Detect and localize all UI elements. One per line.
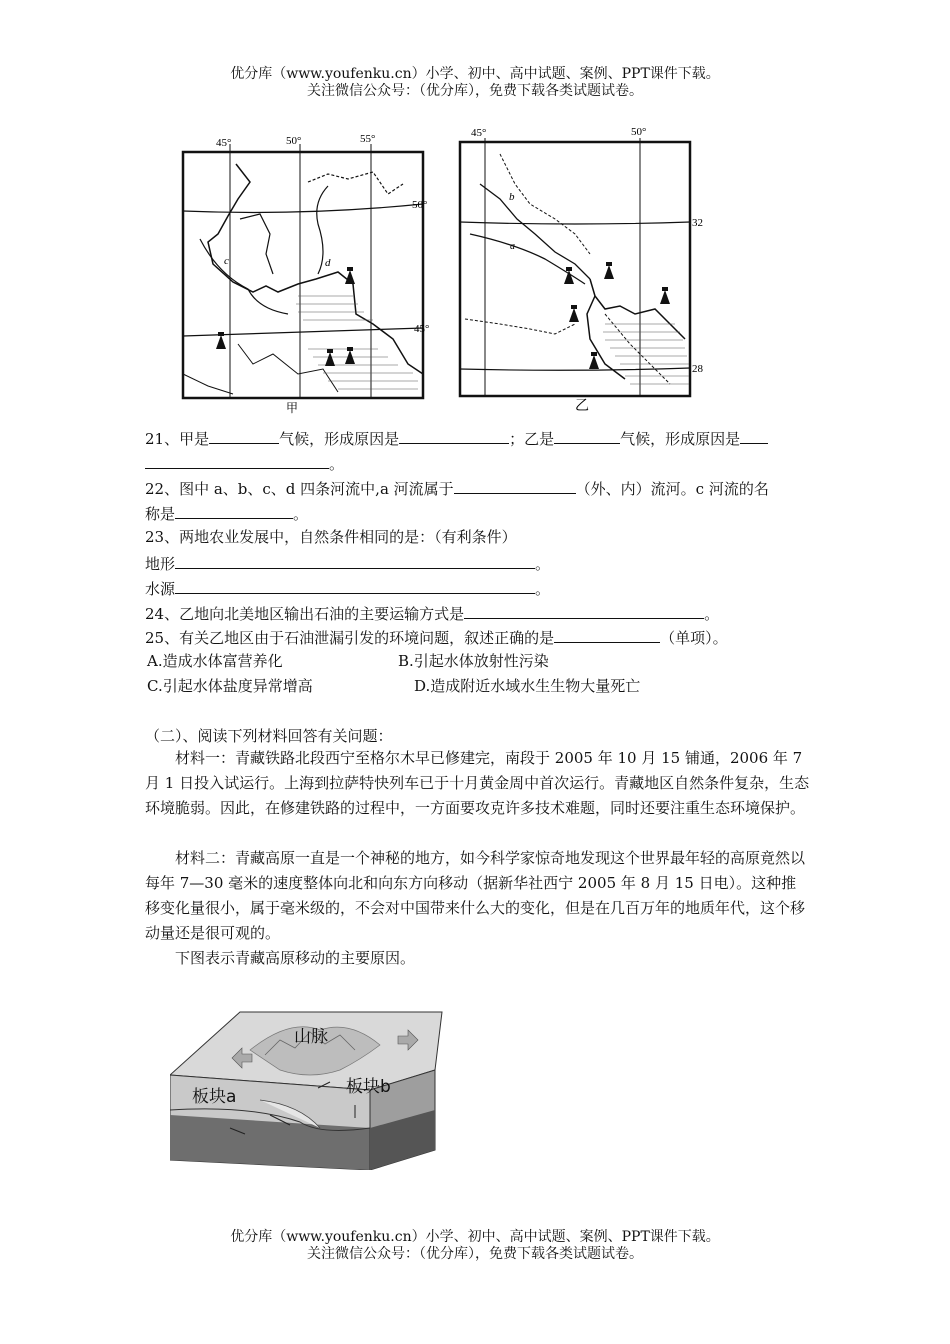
question-23: 23、两地农业发展中，自然条件相同的是：（有利条件）: [145, 528, 517, 546]
header-line-2: 关注微信公众号：（优分库），免费下载各类试题试卷。: [307, 83, 643, 99]
river-label-a: a: [510, 241, 515, 252]
river-label-b: b: [509, 191, 515, 203]
option-c[interactable]: C.引起水体盐度异常增高: [147, 677, 313, 695]
answer-blank[interactable]: [740, 428, 768, 444]
question-23-terrain: 地形 。: [145, 555, 551, 573]
answer-blank[interactable]: [399, 428, 509, 444]
mountain-label: 山脉: [294, 1027, 328, 1047]
plate-b-label: 板块b: [346, 1077, 391, 1097]
page-header: [0, 66, 950, 100]
section-2-title: （二）、阅读下列材料回答有关问题：: [145, 727, 393, 745]
plate-a-label: 板块a: [192, 1087, 237, 1107]
header-line-1: 优分库（www.youfenku.cn）小学、初中、高中试题、案例、PPT课件下载。: [230, 66, 720, 82]
answer-blank[interactable]: [464, 603, 704, 619]
yi-lon-label: 50°: [631, 126, 647, 138]
option-a[interactable]: A.造成水体富营养化: [147, 652, 283, 670]
jia-lat-label: 45°: [414, 323, 430, 335]
jia-lat-label: 50°: [412, 199, 428, 211]
river-label-d: d: [325, 257, 331, 269]
answer-blank[interactable]: [209, 428, 279, 444]
answer-blank[interactable]: [175, 553, 535, 569]
diagram-caption: 下图表示青藏高原移动的主要原因。: [175, 949, 416, 967]
answer-blank[interactable]: [145, 453, 329, 469]
question-21-cont: 。: [145, 453, 344, 473]
answer-blank[interactable]: [554, 428, 620, 444]
question-22-cont: 称是 。: [145, 505, 309, 523]
option-b[interactable]: B.引起水体放射性污染: [398, 652, 549, 670]
river-label-c: c: [224, 255, 229, 267]
answer-blank[interactable]: [454, 478, 576, 494]
question-24: 24、乙地向北美地区输出石油的主要运输方式是 。: [145, 605, 720, 623]
material-2: 材料二：青藏高原一直是一个神秘的地方，如今科学家惊奇地发现这个世界最年轻的高原竟然以每年 7—30 毫米的速度整体向北和向东方向移动（据新华社西宁 2005 年 8 月 15 日电）。这种推移变化量很小，属于毫米级的，不会对中国带来什么大的变化，但是在几百万年的地质年代，这个移动量还是很可观的。: [145, 849, 806, 942]
page-footer: [0, 1229, 950, 1263]
map-jia: [178, 124, 436, 414]
jia-lon-label: 55°: [360, 133, 376, 145]
answer-blank[interactable]: [175, 503, 293, 519]
footer-line-2: 关注微信公众号：（优分库），免费下载各类试题试卷。: [307, 1246, 643, 1262]
answer-blank[interactable]: [175, 578, 535, 594]
map-yi: [455, 124, 713, 414]
material-1: 材料一：青藏铁路北段西宁至格尔木早已修建完，南段于 2005 年 10 月 15 铺通，2006 年 7 月 1 日投入试运行。上海到拉萨特快列车已于十月黄金周中首次运行。青藏地区自然条件复杂，生态环境脆弱。因此，在修建铁路的过程中，一方面要攻克许多技术难题，同时还要注重生态环境保护。: [145, 749, 810, 817]
question-23-water: 水源 。: [145, 580, 551, 598]
question-25: 25、有关乙地区由于石油泄漏引发的环境问题，叙述正确的是 （单项）。: [145, 629, 728, 647]
answer-blank[interactable]: [554, 627, 660, 643]
map-caption-yi: 乙: [575, 398, 589, 414]
plate-diagram: [170, 1010, 450, 1170]
option-d[interactable]: D.造成附近水域水生生物大量死亡: [414, 677, 641, 695]
jia-lon-label: 45°: [216, 137, 232, 149]
question-21: 21、甲是 气候，形成原因是 ；乙是 气候，形成原因是: [145, 428, 768, 448]
yi-lat-label: 32: [692, 217, 703, 229]
footer-line-1: 优分库（www.youfenku.cn）小学、初中、高中试题、案例、PPT课件下载。: [230, 1229, 720, 1245]
jia-lon-label: 50°: [286, 135, 302, 147]
map-caption-jia: 甲: [286, 401, 299, 414]
yi-lon-label: 45°: [471, 127, 487, 139]
question-22: 22、图中 a、b、c、d 四条河流中,a 河流属于 （外、内）流河。c 河流的名: [145, 480, 769, 498]
yi-lat-label: 28: [692, 363, 703, 375]
